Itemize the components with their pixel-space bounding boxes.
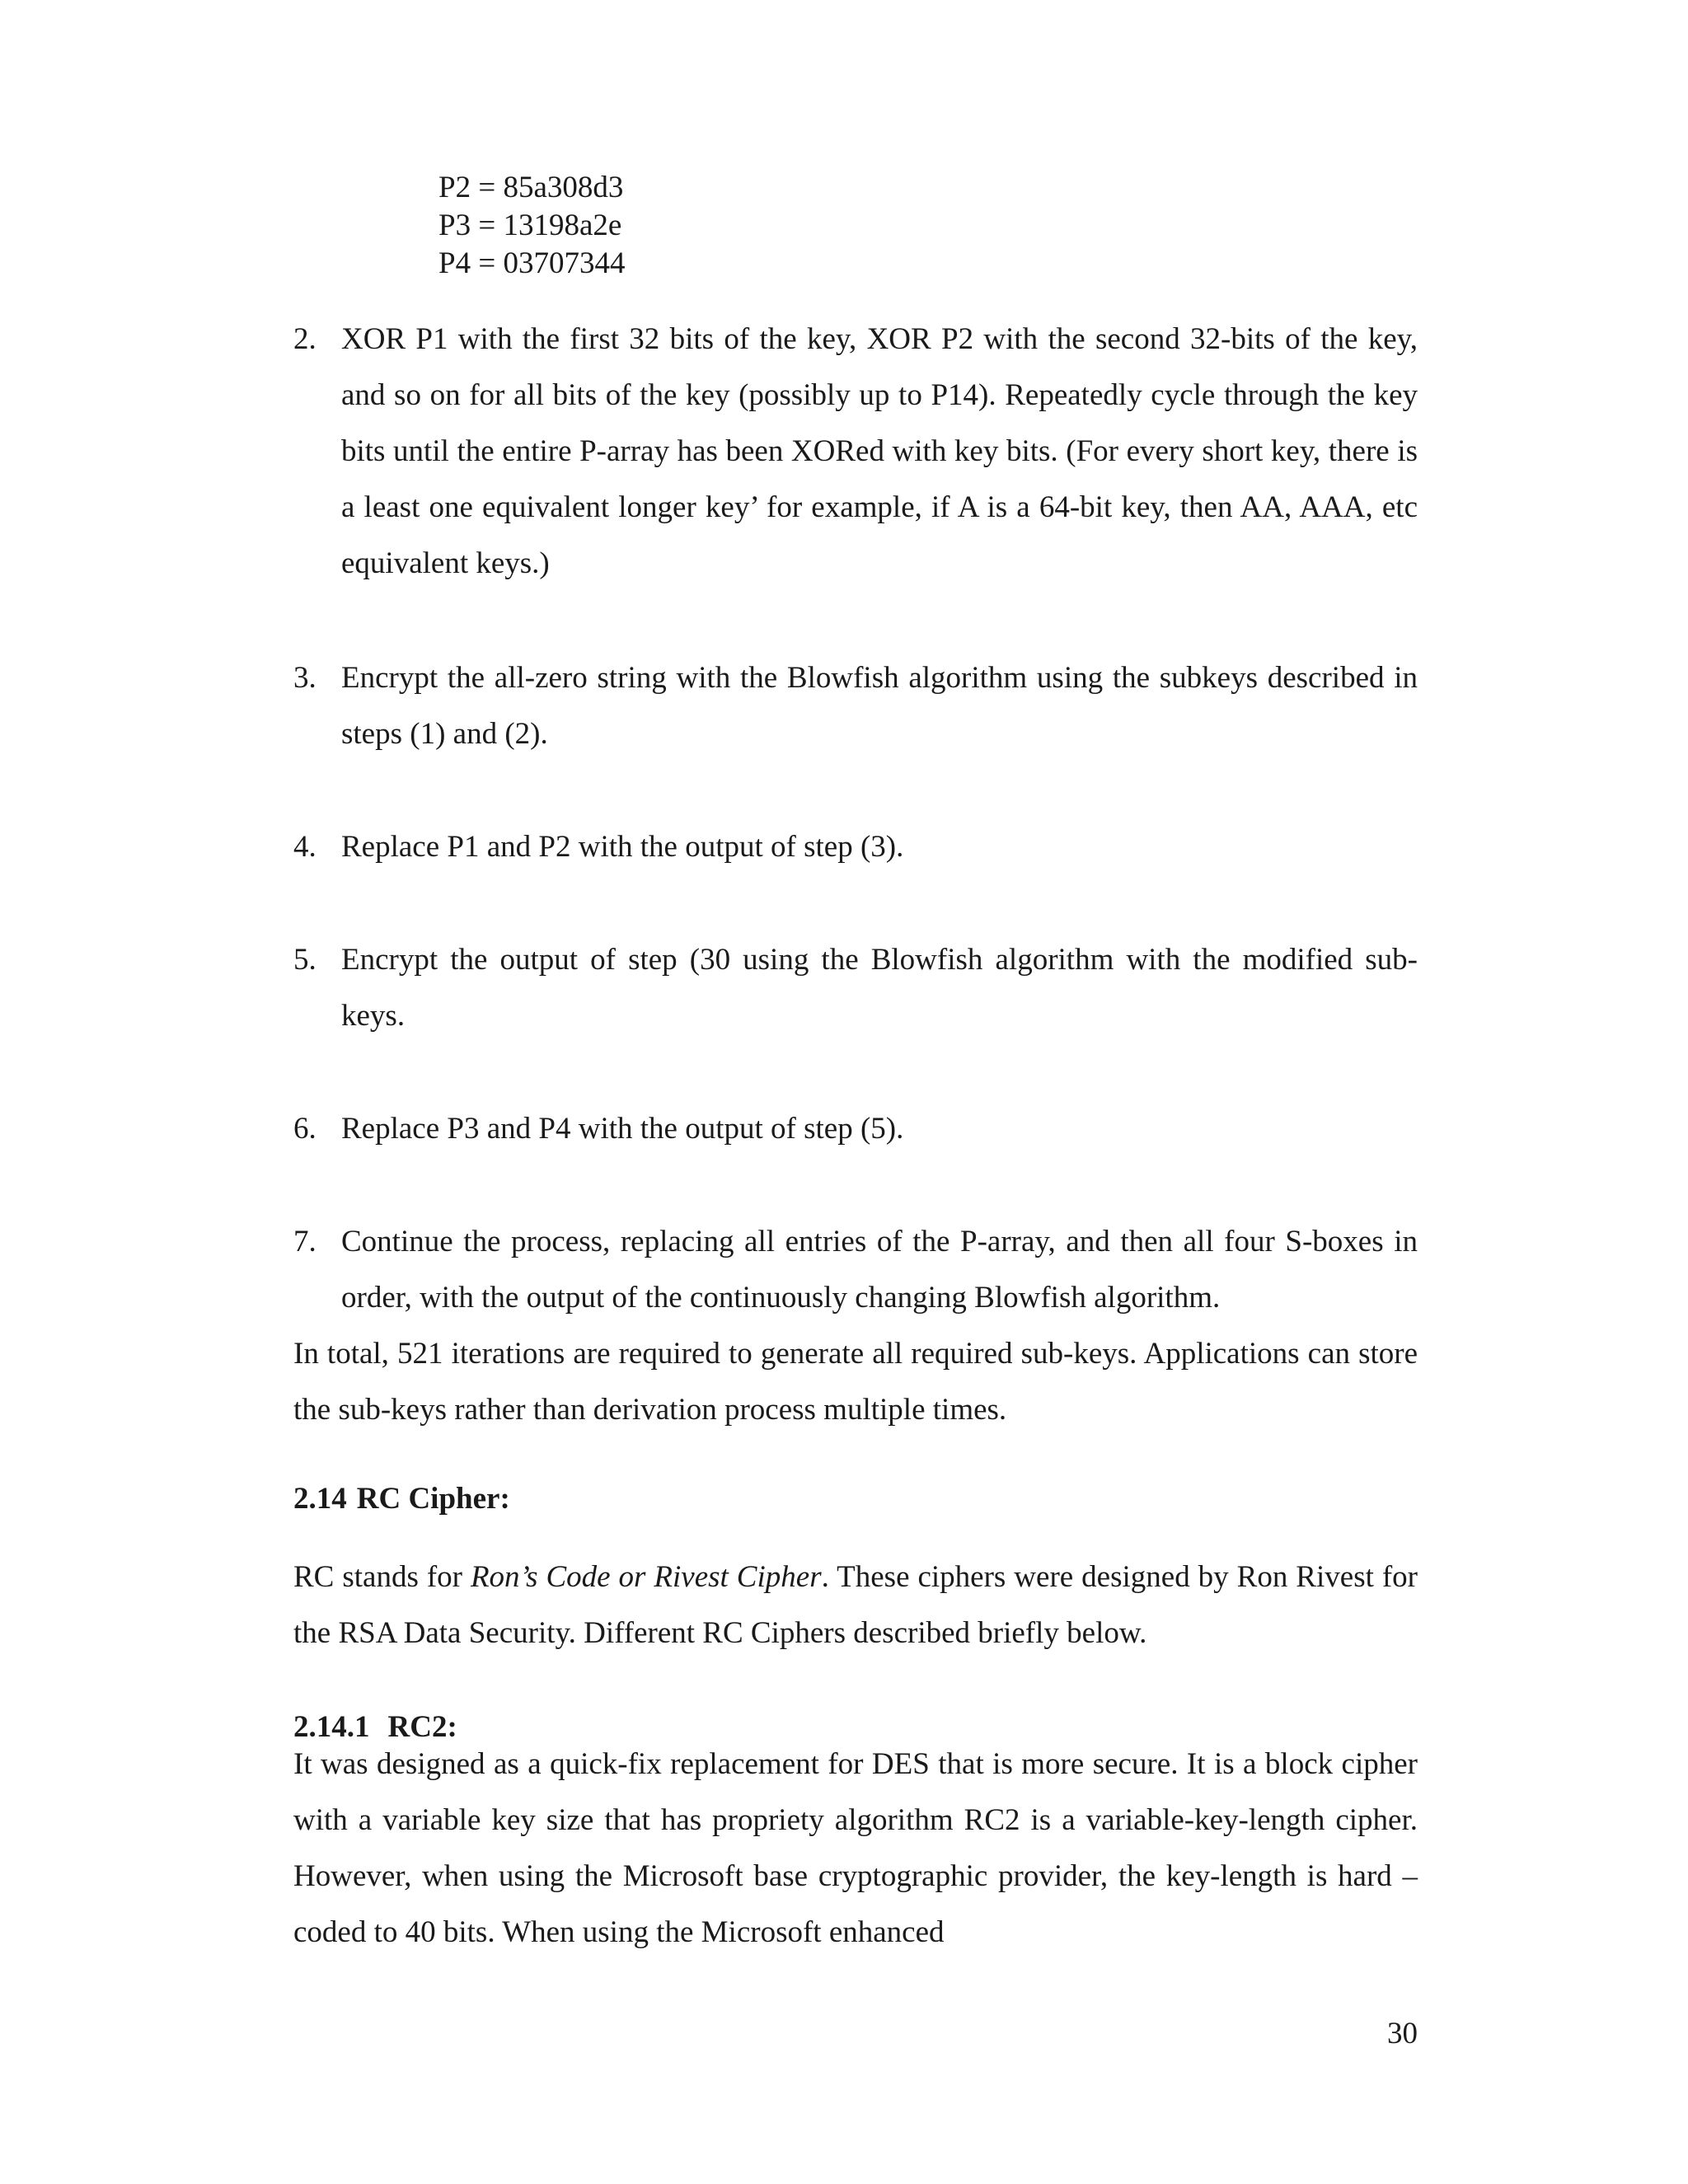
- section-number: 2.14: [293, 1482, 347, 1516]
- list-item-text: XOR P1 with the first 32 bits of the key, XOR P2 with the second 32-bits of the key, and so on for all bits of the key (possibly up to P14). Repeatedly cycle through the key bits until the entire P-array has been XORed with key bits. (For every short key, there is a least one equivalent longer key’ for example, if A is a 64-bit key, then AA, AAA, etc equivalent keys.): [341, 322, 1418, 580]
- list-item-step-6: [293, 1101, 1418, 1157]
- list-item-text: Encrypt the output of step (30 using the Blowfish algorithm with the modified sub-keys.: [341, 943, 1418, 1033]
- section-title: RC2:: [387, 1710, 457, 1744]
- list-item-number: 6.: [293, 1112, 316, 1146]
- list-item-step-5: [293, 932, 1418, 1044]
- list-item-step-4: [293, 819, 1418, 875]
- list-item-number: 7.: [293, 1225, 316, 1258]
- p-array-line: P4 = 03707344: [438, 246, 626, 280]
- rc-intro-paragraph: [293, 1549, 1418, 1661]
- list-item-number: 4.: [293, 830, 316, 864]
- list-item-step-3: [293, 650, 1418, 762]
- rc-intro-before: RC stands for: [293, 1560, 471, 1594]
- page-number: 30: [1387, 2017, 1418, 2050]
- rc2-paragraph: It was designed as a quick-fix replacement for DES that is more secure. It is a block cipher with a variable key size that has propriety algorithm RC2 is a variable-key-length cipher. However, when using the Microsoft base cryptographic provider, the key-length is hard –coded to 40 bits. When using the Microsoft enhanced: [293, 1747, 1418, 1949]
- list-item-number: 2.: [293, 322, 316, 356]
- list-item-number: 5.: [293, 943, 316, 977]
- rc-intro-emphasis: Ron’s Code or Rivest Cipher: [470, 1560, 822, 1594]
- list-item-text: Continue the process, replacing all entries of the P-array, and then all four S-boxes in order, with the output of the continuously changing Blowfish algorithm.: [341, 1225, 1418, 1315]
- list-item-number: 3.: [293, 661, 316, 695]
- p-array-line: P3 = 13198a2e: [438, 209, 622, 242]
- list-item-text: Replace P3 and P4 with the output of step (5).: [341, 1112, 904, 1146]
- p-array-values: [438, 169, 625, 283]
- section-heading-rc-cipher: [293, 1481, 510, 1516]
- p-array-line: P2 = 85a308d3: [438, 171, 624, 204]
- list-item-step-7: [293, 1214, 1418, 1326]
- summary-paragraph: In total, 521 iterations are required to generate all required sub-keys. Applications can store the sub-keys rather than derivation process multiple times.: [293, 1337, 1418, 1427]
- rc-intro-after: . These ciphers were designed by Ron Rivest for the RSA Data Security. Different RC Ciphers described briefly below.: [293, 1560, 1418, 1650]
- list-item-text: Encrypt the all-zero string with the Blowfish algorithm using the subkeys described in steps (1) and (2).: [341, 661, 1418, 751]
- list-item-step-2: [293, 312, 1418, 592]
- list-item-text: Replace P1 and P2 with the output of step (3).: [341, 830, 904, 864]
- section-title: RC Cipher:: [356, 1482, 510, 1516]
- section-number: 2.14.1: [293, 1710, 370, 1744]
